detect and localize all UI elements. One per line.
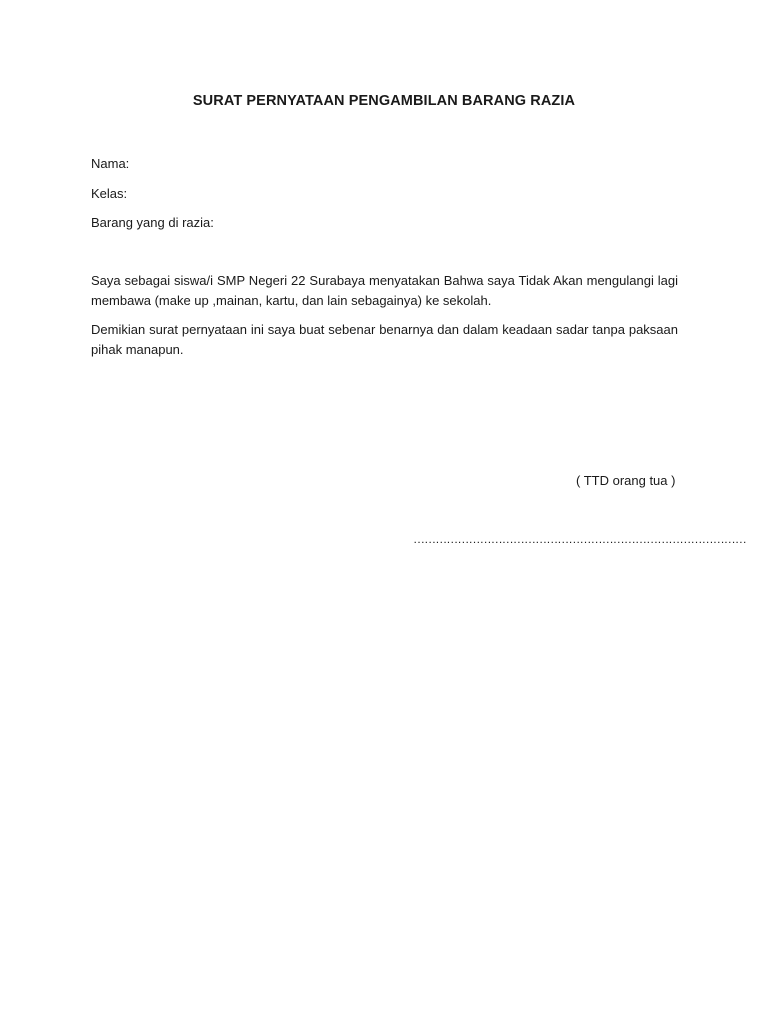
statement-paragraph: Saya sebagai siswa/i SMP Negeri 22 Surabaya menyatakan Bahwa saya Tidak Akan mengulangi lagi membawa (make up ,mainan, kartu, dan lain sebagainya) ke sekolah. [91, 273, 678, 308]
field-kelas: Kelas: [91, 186, 128, 201]
signature-line: ……………………………………………………………………………… [413, 532, 747, 546]
closing-paragraph: Demikian surat pernyataan ini saya buat sebenar benarnya dan dalam keadaan sadar tanpa paksaan pihak manapun. [91, 322, 678, 357]
document-title: SURAT PERNYATAAN PENGAMBILAN BARANG RAZIA [192, 93, 576, 109]
signature-label: ( TTD orang tua ) [576, 473, 676, 488]
field-barang: Barang yang di razia: [91, 215, 214, 230]
field-nama: Nama: [91, 156, 130, 171]
